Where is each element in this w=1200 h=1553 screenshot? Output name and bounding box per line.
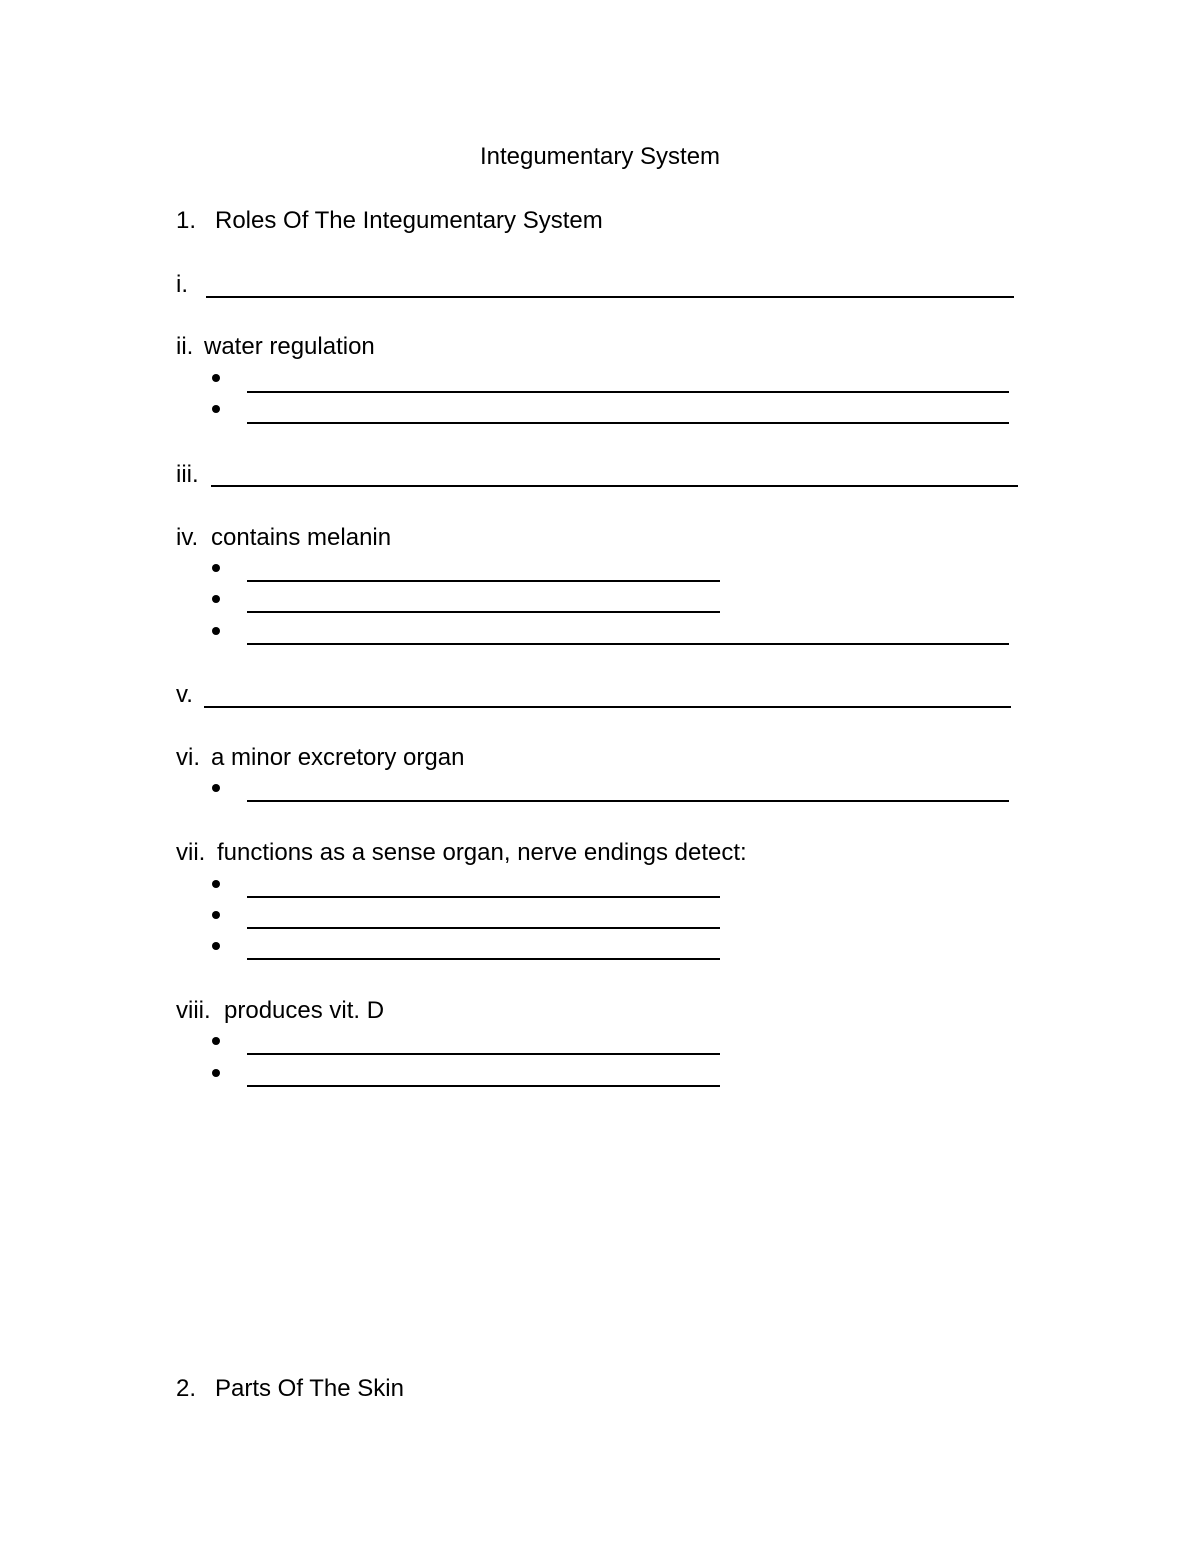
item-ii-numeral: ii.	[176, 333, 194, 360]
item-vii-bullet-1-blank[interactable]	[247, 896, 720, 898]
item-viii-bullet-1-blank[interactable]	[247, 1053, 720, 1055]
page-title: Integumentary System	[479, 143, 721, 170]
item-ii-text: water regulation	[204, 333, 375, 360]
bullet	[212, 880, 220, 888]
section-1-number: 1.	[176, 207, 197, 234]
item-ii-bullet-2-blank[interactable]	[247, 422, 1009, 424]
item-vi-bullet-1-blank[interactable]	[247, 800, 1009, 802]
item-iv-bullet-1-blank[interactable]	[247, 580, 720, 582]
item-iv-bullet-2-blank[interactable]	[247, 611, 720, 613]
bullet	[212, 911, 220, 919]
bullet	[212, 374, 220, 382]
item-viii-text: produces vit. D	[224, 997, 385, 1024]
item-i-answer-blank[interactable]	[206, 296, 1014, 298]
item-iv-numeral: iv.	[176, 524, 199, 551]
item-viii-numeral: viii.	[176, 997, 211, 1024]
bullet	[212, 784, 220, 792]
item-iv-bullet-3-blank[interactable]	[247, 643, 1009, 645]
item-iv-text: contains melanin	[211, 524, 392, 551]
bullet	[212, 1037, 220, 1045]
item-i-numeral: i.	[176, 271, 188, 298]
item-vii-bullet-2-blank[interactable]	[247, 927, 720, 929]
item-vi-numeral: vi.	[176, 744, 200, 771]
bullet	[212, 595, 220, 603]
item-vii-bullet-3-blank[interactable]	[247, 958, 720, 960]
item-iii-answer-blank[interactable]	[211, 485, 1018, 487]
bullet	[212, 564, 220, 572]
item-iii-numeral: iii.	[176, 461, 199, 488]
item-v-answer-blank[interactable]	[204, 706, 1011, 708]
section-2-heading: Parts Of The Skin	[215, 1375, 404, 1402]
item-vii-numeral: vii.	[176, 839, 206, 866]
bullet	[212, 627, 220, 635]
bullet	[212, 405, 220, 413]
item-v-numeral: v.	[176, 681, 193, 708]
section-1-heading: Roles Of The Integumentary System	[215, 207, 603, 234]
item-ii-bullet-1-blank[interactable]	[247, 391, 1009, 393]
bullet	[212, 942, 220, 950]
section-2-number: 2.	[176, 1375, 197, 1402]
bullet	[212, 1069, 220, 1077]
item-vi-text: a minor excretory organ	[211, 744, 465, 771]
item-viii-bullet-2-blank[interactable]	[247, 1085, 720, 1087]
item-vii-text: functions as a sense organ, nerve endings detect:	[217, 839, 747, 866]
